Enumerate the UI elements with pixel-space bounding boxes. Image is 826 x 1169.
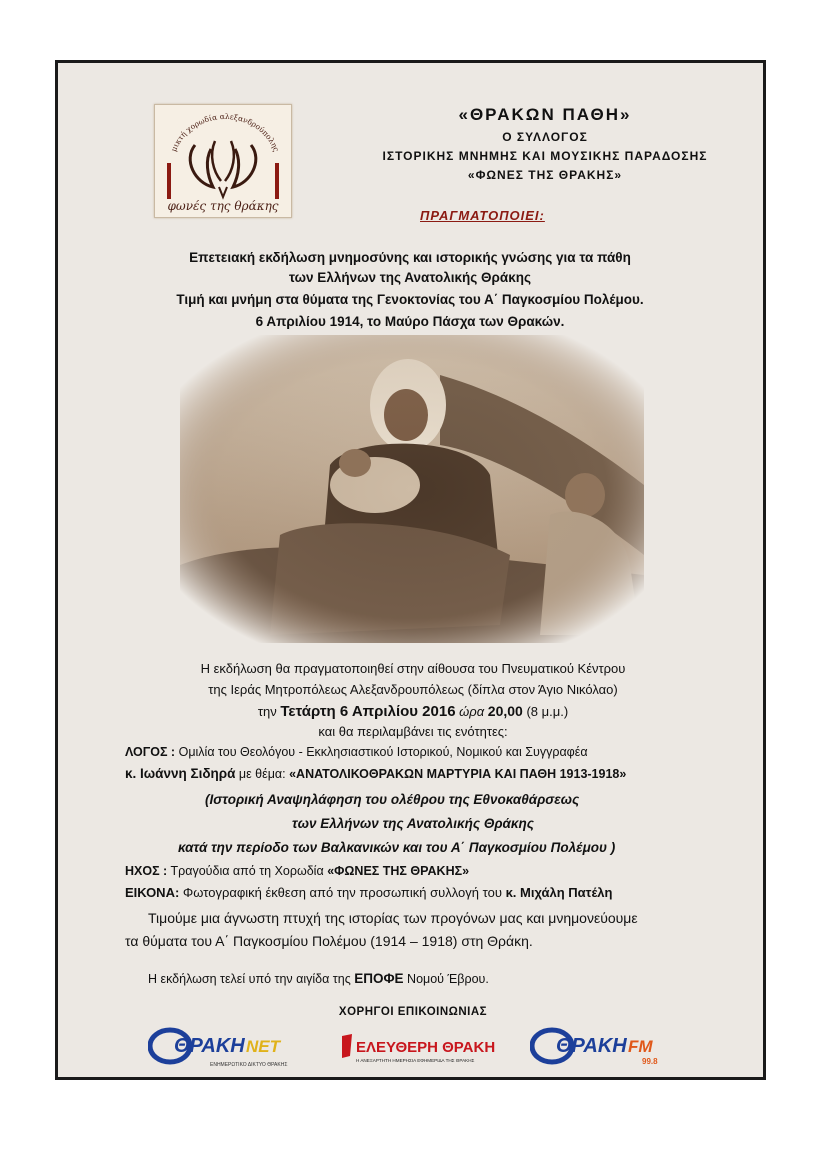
association-line: Ο ΣΥΛΛΟΓΟΣ <box>502 130 588 144</box>
topic-sub-1: (Ιστορική Αναψηλάφηση του ολέθρου της Εθνοκαθάρσεως <box>205 792 580 807</box>
eleftheri-thraki-logo <box>338 1024 498 1072</box>
svg-text:99.8: 99.8 <box>642 1057 658 1066</box>
association-subtitle: «ΦΩΝΕΣ ΤΗΣ ΘΡΑΚΗΣ» <box>467 168 623 182</box>
sponsors-title: ΧΟΡΗΓΟΙ ΕΠΙΚΟΙΝΩΝΙΑΣ <box>338 1006 488 1018</box>
date-line <box>0 702 826 721</box>
sound-text: Τραγούδια από τη Χορωδία <box>170 864 324 878</box>
svg-text:FM: FM <box>628 1037 653 1056</box>
image-owner: κ. Μιχάλη Πατέλη <box>505 885 613 900</box>
image-label: ΕΙΚΟΝΑ: <box>125 885 180 900</box>
thrakifm-logo <box>530 1024 690 1072</box>
aegis-suffix: Νομού Έβρου. <box>407 972 489 986</box>
speaker-name: κ. Ιωάννη Σιδηρά <box>125 766 236 781</box>
aegis-org: ΕΠΟΦΕ <box>354 971 404 986</box>
poster-title: «ΘΡΑΚΩΝ ΠΑΘΗ» <box>458 105 632 124</box>
performs-heading: ΠΡΑΓΜΑΤΟΠΟΙΕΙ: <box>420 208 545 223</box>
image-text: Φωτογραφική έκθεση από την προσωπική συλλογή του <box>182 885 502 900</box>
topic-prefix: με θέμα: <box>238 767 286 781</box>
intro-line-1: Επετειακή εκδήλωση μνημοσύνης και ιστορικής γνώσης για τα πάθη <box>189 250 631 265</box>
historical-photo <box>180 335 644 643</box>
sound-line <box>125 862 469 880</box>
svg-text:ΘΡΑΚΗ: ΘΡΑΚΗ <box>556 1035 627 1057</box>
svg-text:ΘΡΑΚΗ: ΘΡΑΚΗ <box>174 1035 245 1057</box>
thrakinet-logo <box>148 1024 298 1072</box>
logos-line <box>125 743 588 761</box>
intro-line-3: Τιμή και μνήμη στα θύματα της Γενοκτονίας του Α΄ Παγκοσμίου Πολέμου. <box>176 292 644 307</box>
logo-arc-text: μικτή χορωδία αλεξανδρούπολης <box>169 111 281 153</box>
association-name: ΙΣΤΟΡΙΚΗΣ ΜΝΗΜΗΣ ΚΑΙ ΜΟΥΣΙΚΗΣ ΠΑΡΑΔΟΣΗΣ <box>382 149 708 163</box>
sound-choir: «ΦΩΝΕΣ ΤΗΣ ΘΡΑΚΗΣ» <box>327 864 470 878</box>
time-prefix: ώρα <box>459 704 485 719</box>
svg-text:NET: NET <box>246 1037 280 1056</box>
logos-label: ΛΟΓΟΣ : <box>125 745 176 759</box>
logo-caption: φωνές της θράκης <box>167 199 279 213</box>
svg-text:ΕΝΗΜΕΡΩΤΙΚΟ ΔΙΚΤΥΟ ΘΡΑΚΗΣ: ΕΝΗΜΕΡΩΤΙΚΟ ΔΙΚΤΥΟ ΘΡΑΚΗΣ <box>210 1062 288 1068</box>
intro-line-2: των Ελλήνων της Ανατολικής Θράκης <box>289 270 531 285</box>
venue-line-1: Η εκδήλωση θα πραγματοποιηθεί στην αίθουσα του Πνευματικού Κέντρου <box>200 661 626 676</box>
closing-line-1: Τιμούμε μια άγνωστη πτυχή της ιστορίας των προγόνων μας και μνημονεύουμε <box>148 910 638 926</box>
topic-sub-2: των Ελλήνων της Ανατολικής Θράκης <box>292 816 534 831</box>
aegis-line <box>148 970 489 988</box>
choir-logo <box>154 104 292 218</box>
time-suffix: (8 μ.μ.) <box>526 704 569 719</box>
logos-text: Ομιλία του Θεολόγου - Εκκλησιαστικού Ιστορικού, Νομικού και Συγγραφέα <box>178 745 588 759</box>
event-time: 20,00 <box>487 703 523 719</box>
sound-label: ΗΧΟΣ : <box>125 864 168 878</box>
topic-sub-3: κατά την περίοδο των Βαλκανικών και του Α΄ Παγκοσμίου Πολέμου ) <box>178 840 616 855</box>
aegis-prefix: Η εκδήλωση τελεί υπό την αιγίδα της <box>148 972 351 986</box>
intro-line-4: 6 Απριλίου 1914, το Μαύρο Πάσχα των Θρακών. <box>255 314 565 329</box>
venue-line-2: της Ιεράς Μητροπόλεως Αλεξανδρουπόλεως (δίπλα στον Άγιο Νικόλαο) <box>208 682 618 697</box>
date-prefix: την <box>257 704 277 719</box>
lecture-topic: «ΑΝΑΤΟΛΙΚΟΘΡΑΚΩΝ ΜΑΡΤΥΡΙΑ ΚΑΙ ΠΑΘΗ 1913-1918» <box>289 767 627 781</box>
speaker-line <box>125 765 626 783</box>
svg-text:Η ΑΝΕΞΑΡΤΗΤΗ ΗΜΕΡΗΣΙΑ ΕΦΗΜΕΡΙΔ: Η ΑΝΕΞΑΡΤΗΤΗ ΗΜΕΡΗΣΙΑ ΕΦΗΜΕΡΙΔΑ ΤΗΣ ΘΡΑΚΗΣ <box>356 1058 475 1063</box>
closing-line-2: τα θύματα του Α΄ Παγκοσμίου Πολέμου (1914 – 1918) στη Θράκη. <box>125 933 533 949</box>
sections-intro: και θα περιλαμβάνει τις ενότητες: <box>318 724 508 739</box>
image-line <box>125 884 612 902</box>
event-date: Τετάρτη 6 Απριλίου 2016 <box>280 703 456 720</box>
svg-text:ΕΛΕΥΘΕΡΗ ΘΡΑΚΗ: ΕΛΕΥΘΕΡΗ ΘΡΑΚΗ <box>356 1039 496 1056</box>
